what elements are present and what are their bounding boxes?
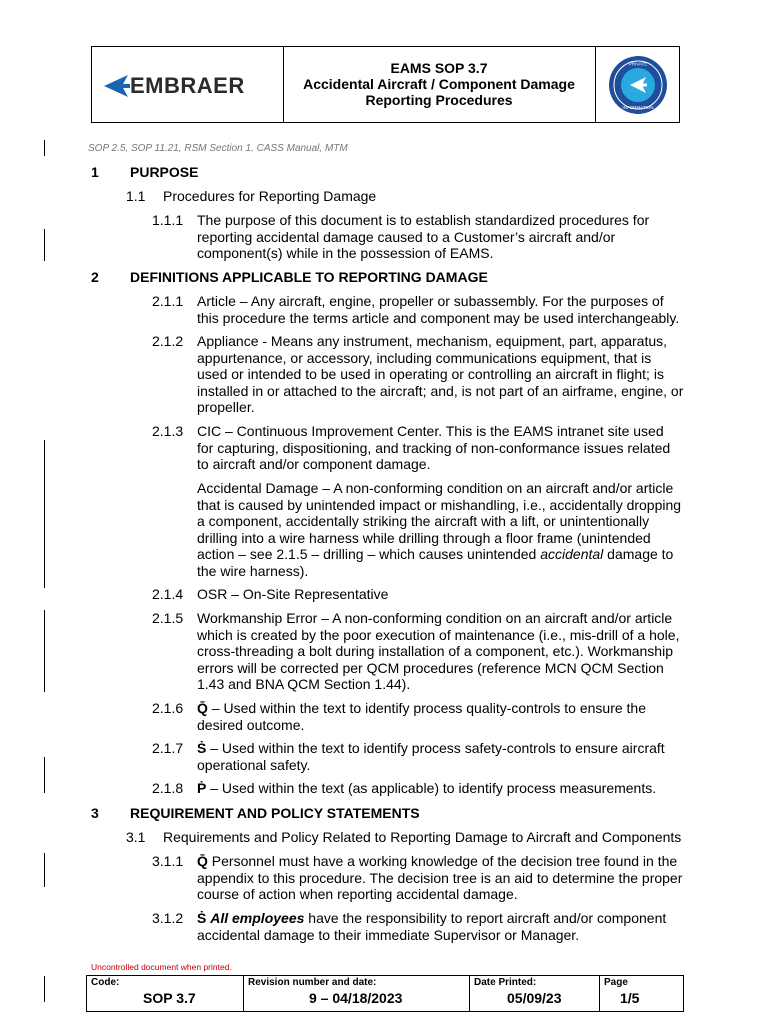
text-line: Workmanship Error – A non-conforming condition on an aircraft and/or article	[197, 610, 673, 626]
footer-page-cell	[600, 976, 683, 1011]
subsection-heading: Requirements and Policy Related to Reporting Damage to Aircraft and Components	[163, 829, 682, 845]
embraer-logo-icon	[100, 71, 130, 101]
text-line: appurtenance, or accessory, including communications equipment, that is	[197, 349, 652, 366]
text-line: course of action when reporting accidental damage.	[197, 886, 518, 902]
paragraph	[197, 740, 665, 773]
text-line: this procedure the terms article and component may be used interchangeably.	[197, 309, 680, 326]
text-line	[197, 780, 656, 797]
logo-text: EMBRAER	[130, 73, 245, 98]
text-line: accidental damage to their immediate Supervisor or Manager.	[197, 926, 580, 943]
revision-bar	[44, 976, 45, 1002]
text-run: – Used within the text (as applicable) to identify process measurements.	[206, 780, 657, 796]
text-line: 1.43 and BNA QCM Section 1.44).	[197, 676, 411, 692]
footer-label: Code:	[91, 977, 120, 988]
footer-value: 05/09/23	[507, 990, 562, 1006]
subsection-number: 3.1	[126, 829, 146, 845]
text-line: The purpose of this document is to establish standardized procedures for	[197, 212, 650, 228]
text-line	[197, 910, 666, 927]
text-run: action – see 2.1.5 – drilling – which causes unintended	[197, 546, 541, 562]
section-number: 2	[91, 269, 99, 285]
text-line: propeller.	[197, 399, 255, 415]
text-line	[197, 546, 681, 563]
text-line: that is caused by unintended impact or mishandling, i.e., accidentally dropping	[197, 496, 682, 513]
text-run: – Used within the text to identify process quality-controls to ensure the	[207, 700, 647, 716]
section-number: 1	[91, 164, 99, 180]
seal-bottom-text: INFORMATION	[622, 105, 654, 110]
paragraph	[197, 780, 656, 797]
paragraph: OSR – On-Site Representative	[197, 586, 389, 602]
document-footer	[86, 975, 684, 1012]
footer-value: 1/5	[620, 990, 640, 1006]
paragraph	[197, 700, 646, 733]
text-line: for capturing, dispositioning, and tracking of non-conformance issues related	[197, 439, 671, 456]
text-line	[197, 853, 682, 870]
text-line: which is created by the poor execution of maintenance (i.e., mis-drill of a hole,	[197, 626, 680, 643]
text-line: the wire harness).	[197, 562, 309, 579]
item-number: 2.1.3	[152, 423, 184, 439]
paragraph	[197, 423, 670, 473]
quality-control-symbol: Q̄	[197, 700, 208, 716]
logo-cell	[92, 47, 284, 122]
item-number: 1.1.1	[152, 212, 184, 228]
text-line: a component, accidentally striking the aircraft with a lift, or unintentionally	[197, 513, 650, 529]
text-line: Accidental Damage – A non-conforming condition on an aircraft and/or article	[197, 480, 674, 496]
text-line: operational safety.	[197, 756, 311, 773]
item-number: 3.1.1	[152, 853, 184, 869]
footer-revision-cell	[244, 976, 470, 1011]
title-cell	[283, 47, 596, 122]
item-number: 2.1.8	[152, 780, 184, 796]
text-run: have the responsibility to report aircraft and/or component	[304, 910, 667, 926]
emphasis-text: All employees	[210, 910, 305, 926]
revision-bar	[44, 229, 45, 261]
footer-date-cell	[470, 976, 600, 1011]
doc-title-line2: Reporting Procedures	[365, 92, 513, 108]
paragraph-accidental-damage	[197, 480, 681, 579]
text-line: desired outcome.	[197, 716, 305, 733]
footer-value: 9 – 04/18/2023	[309, 990, 403, 1006]
item-number: 2.1.1	[152, 293, 184, 309]
item-number: 2.1.5	[152, 610, 184, 626]
safety-control-symbol: Ṡ	[197, 740, 207, 756]
footer-code-cell	[87, 976, 244, 1011]
text-line: cross-threading a bolt during installation of a component, etc.). Workmanship	[197, 643, 673, 659]
revision-bar	[44, 610, 45, 692]
doc-code: EAMS SOP 3.7	[390, 60, 488, 76]
subsection-heading: Procedures for Reporting Damage	[163, 188, 377, 204]
text-line: reporting accidental damage caused to a Customer’s aircraft and/or	[197, 228, 616, 245]
references-line: SOP 2.5, SOP 11.21, RSM Section 1, CASS Manual, MTM	[88, 143, 348, 154]
paragraph	[197, 853, 682, 903]
item-number: 2.1.2	[152, 333, 184, 349]
revision-bar	[44, 757, 45, 793]
footer-value: SOP 3.7	[143, 990, 196, 1006]
text-run: damage to	[603, 546, 674, 562]
text-line: installed in or attached to the aircraft; and, is not part of an airframe, engine, or	[197, 382, 684, 399]
text-run: – Used within the text to identify process safety-controls to ensure aircraft	[206, 740, 665, 756]
item-number: 2.1.7	[152, 740, 184, 756]
text-line: Article – Any aircraft, engine, propeller or subassembly. For the purposes of	[197, 293, 664, 309]
paragraph	[197, 610, 679, 693]
paragraph	[197, 333, 683, 416]
paragraph	[197, 293, 679, 326]
seal-cell	[596, 47, 681, 122]
paragraph	[197, 212, 649, 262]
text-run: Personnel must have a working knowledge of the decision tree found in the	[207, 853, 678, 869]
text-line: Appliance - Means any instrument, mechanism, equipment, part, apparatus,	[197, 333, 668, 349]
doc-title-line1: Accidental Aircraft / Component Damage	[303, 76, 575, 92]
footer-label: Date Printed:	[474, 977, 537, 988]
paragraph	[197, 910, 666, 943]
text-line: to aircraft and/or component damage.	[197, 456, 431, 472]
text-line: drilling into a wire harness while drilling through a floor frame (unintended	[197, 529, 651, 546]
text-line: errors will be corrected per QCM procedures (reference MCN QCM Section	[197, 659, 664, 676]
revision-bar	[44, 853, 45, 887]
item-number: 2.1.4	[152, 586, 184, 602]
revision-bar	[44, 440, 45, 588]
revision-bar	[44, 140, 45, 156]
text-line	[197, 700, 646, 717]
measurement-symbol: Ṗ	[197, 780, 207, 796]
emphasis-text: accidental	[540, 546, 604, 562]
item-number: 3.1.2	[152, 910, 184, 926]
footer-label: Page	[604, 977, 628, 988]
safety-control-symbol: Ṡ	[197, 910, 207, 926]
section-heading: REQUIREMENT AND POLICY STATEMENTS	[130, 805, 420, 821]
text-line: component(s) while in the possession of EAMS.	[197, 245, 494, 261]
text-line	[197, 740, 665, 757]
footer-label: Revision number and date:	[248, 977, 377, 988]
private-information-seal-icon	[608, 55, 668, 115]
text-line: CIC – Continuous Improvement Center. This is the EAMS intranet site used	[197, 423, 664, 439]
subsection-number: 1.1	[126, 188, 146, 204]
uncontrolled-notice: Uncontrolled document when printed.	[91, 962, 232, 972]
seal-top-text: PRIVATE	[628, 61, 648, 67]
quality-control-symbol: Q̄	[197, 853, 208, 869]
item-number: 2.1.6	[152, 700, 184, 716]
section-number: 3	[91, 805, 99, 821]
section-heading: PURPOSE	[130, 164, 199, 180]
text-line: used or intended to be used in operating or controlling an aircraft in flight; is	[197, 366, 664, 382]
section-heading: DEFINITIONS APPLICABLE TO REPORTING DAMAGE	[130, 269, 488, 285]
text-line: appendix to this procedure. The decision tree is an aid to determine the proper	[197, 869, 683, 886]
document-header	[91, 46, 680, 123]
